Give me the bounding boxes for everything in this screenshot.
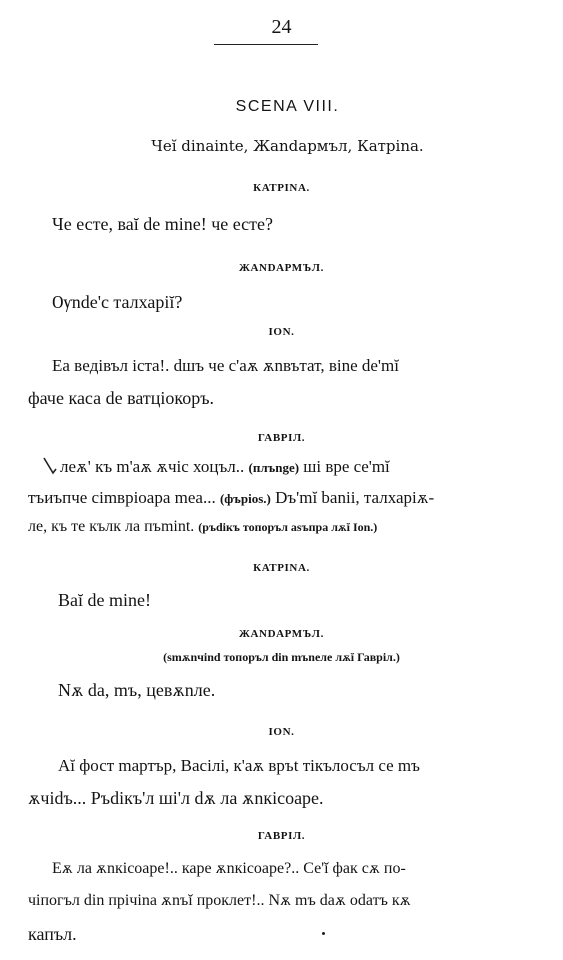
dialogue-line: капъл.	[28, 924, 77, 944]
stage-direction: (ръdiкъ топоръл asъпра лѫĭ Ion.)	[198, 520, 378, 534]
dialogue-line: чiпогъл din прiчina ѫnъĭ проклет!.. Nѫ mъ daѫ odатъ кѫ	[28, 892, 411, 909]
speaker-katrina-1: КАТРІNА.	[253, 182, 310, 194]
speaker-ion-1: ION.	[268, 326, 295, 338]
scene-title: SCENA VIII.	[235, 98, 340, 115]
dialogue-text: Dъ'mĭ banii, талхарiѫ-	[275, 488, 435, 507]
stage-direction: (плъnge)	[248, 460, 300, 475]
header-rule	[214, 44, 318, 45]
characters-list: Чeĭ dinaintе, Жandapмъл, Катpina.	[151, 137, 424, 155]
dialogue-line: ѫчidъ... Ръdiкъ'л шi'л dѫ ла ѫnкiсоаре.	[28, 788, 324, 808]
page-number: 24	[271, 16, 292, 38]
speaker-gavril-1: ГАВРІЛ.	[257, 432, 306, 444]
dialogue-line: Ваĭ de mine!	[58, 590, 151, 610]
handwritten-mark	[43, 457, 57, 477]
dialogue-line: Ѹnde'c талхарiĭ?	[52, 292, 183, 312]
dialogue-line: Еѫ ла ѫnкiсоаре!.. каре ѫnкiсоаре?.. Се'ĭ фак сѫ по-	[52, 860, 406, 877]
dialogue-line: Че есте, ваĭ de mine! че есте?	[52, 214, 274, 234]
dialogue-text: шi вре ce'mĭ	[303, 457, 390, 476]
dialogue-line	[28, 518, 377, 536]
dialogue-text: тъиъпче cimвpioapa mea...	[28, 488, 216, 507]
dialogue-line	[60, 457, 390, 477]
dialogue-text: ле, къ те кълк ла пъmint.	[28, 518, 195, 535]
dialogue-line: Nѫ da, mъ, цевѫnле.	[58, 680, 216, 700]
speaker-jandarm-1: ЖАNDАРМЪЛ.	[239, 262, 324, 274]
dialogue-line	[28, 488, 434, 508]
dialogue-line: фаче каса de ватцiокоръ.	[28, 388, 215, 408]
dialogue-line: Еа вeдiвъл iстa!. dшъ че с'аѫ ѫnвътат, вine de'mĭ	[52, 356, 399, 375]
speaker-katrina-2: КАТРІNА.	[253, 562, 310, 574]
stage-direction: (фъpios.)	[219, 491, 271, 506]
stage-direction: (smѫnчind топоръл din mъnеле лѫĭ Гаврiл.)	[163, 650, 400, 664]
dialogue-line: Аĭ фост mартър, Васiлi, к'аѫ връt тiкълосъл се mъ	[58, 756, 420, 775]
speaker-ion-2: ION.	[268, 726, 295, 738]
speaker-gavril-2: ГАВРІЛ.	[257, 830, 306, 842]
dialogue-text: леѫ' къ m'аѫ ѫчiс хоцъл..	[60, 457, 245, 476]
print-speck	[322, 932, 325, 935]
speaker-jandarm-2: ЖАNDАРМЪЛ.	[239, 628, 324, 640]
